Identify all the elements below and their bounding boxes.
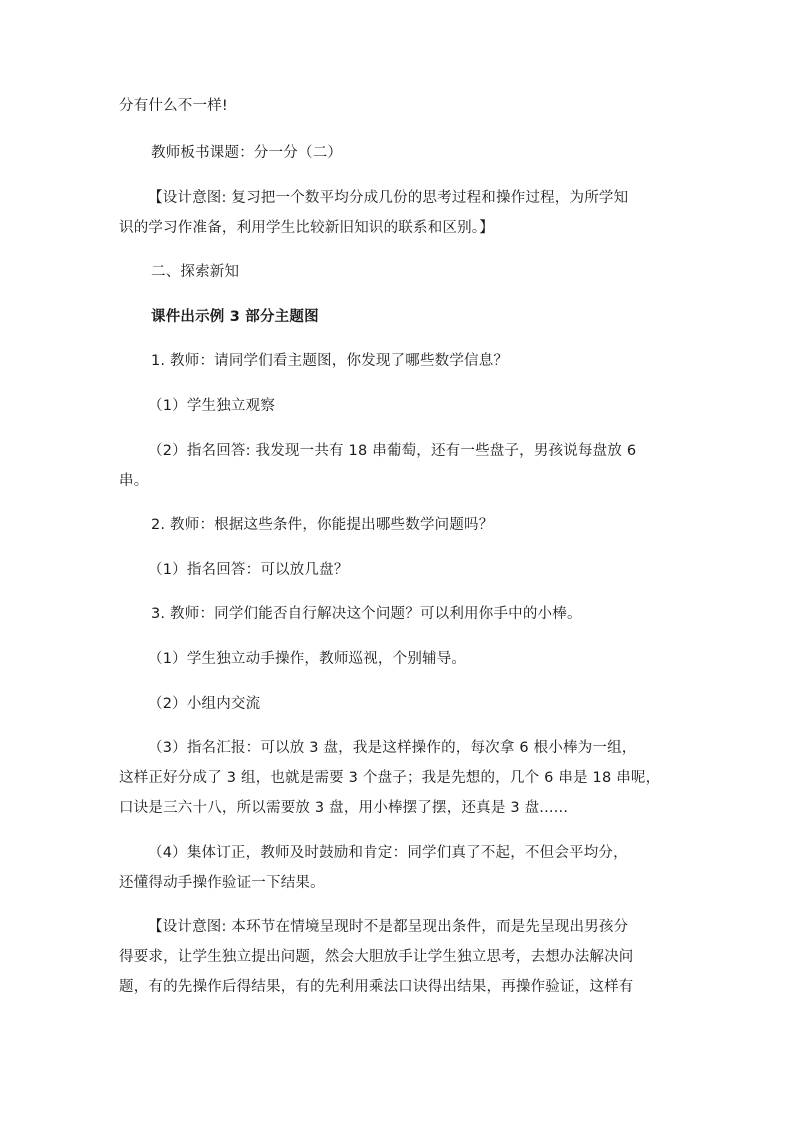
paragraph-line: 口诀是三六十八，所以需要放 3 盘，用小棒摆了摆，还真是 3 盘...... [119, 800, 569, 816]
paragraph-line: （1）学生独立动手操作，教师巡视，个别辅导。 [148, 651, 467, 667]
paragraph-line: 分有什么不一样! [119, 98, 228, 114]
paragraph-line: （2）小组内交流 [148, 696, 261, 712]
paragraph-line: 1. 教师：请同学们看主题图，你发现了哪些数学信息？ [151, 353, 509, 369]
paragraph-line: 【设计意图: 复习把一个数平均分成几份的思考过程和操作过程，为所学知 [148, 190, 629, 206]
paragraph-line: 识的学习作准备，利用学生比较新旧知识的联系和区别。】 [119, 220, 494, 236]
paragraph-line: （3）指名汇报：可以放 3 盘，我是这样操作的，每次拿 6 根小棒为一组， [148, 740, 637, 756]
section-heading: 二、探索新知 [151, 264, 240, 280]
paragraph-line: 【设计意图: 本环节在情境呈现时不是都呈现出条件，而是先呈现出男孩分 [148, 919, 629, 935]
paragraph-line: （4）集体订正，教师及时鼓励和肯定：同学们真了不起，不但会平均分， [148, 845, 628, 861]
paragraph-line: 题，有的先操作后得结果，有的先利用乘法口诀得出结果，再操作验证，这样有 [119, 979, 634, 995]
paragraph-line: 3. 教师：同学们能否自行解决这个问题？可以利用你手中的小棒。 [151, 606, 582, 622]
paragraph-line: 还懂得动手操作验证一下结果。 [119, 875, 325, 891]
paragraph-line: （1）学生独立观察 [148, 398, 276, 414]
paragraph-line: 串。 [119, 473, 149, 489]
paragraph-line: 得要求，让学生独立提出问题，然会大胆放手让学生独立思考，去想办法解决问 [119, 949, 634, 965]
subheading: 课件出示例 3 部分主题图 [151, 309, 319, 325]
paragraph-line: （1）指名回答：可以放几盘？ [148, 562, 349, 578]
paragraph-line: 这样正好分成了 3 组，也就是需要 3 个盘子；我是先想的，几个 6 串是 18 串呢， [119, 770, 661, 786]
paragraph-line: （2）指名回答: 我发现一共有 18 串葡萄，还有一些盘子，男孩说每盘放 6 [148, 443, 637, 459]
paragraph-line: 教师板书课题：分一分（二） [151, 145, 343, 161]
paragraph-line: 2. 教师：根据这些条件，你能提出哪些数学问题吗？ [151, 517, 494, 533]
